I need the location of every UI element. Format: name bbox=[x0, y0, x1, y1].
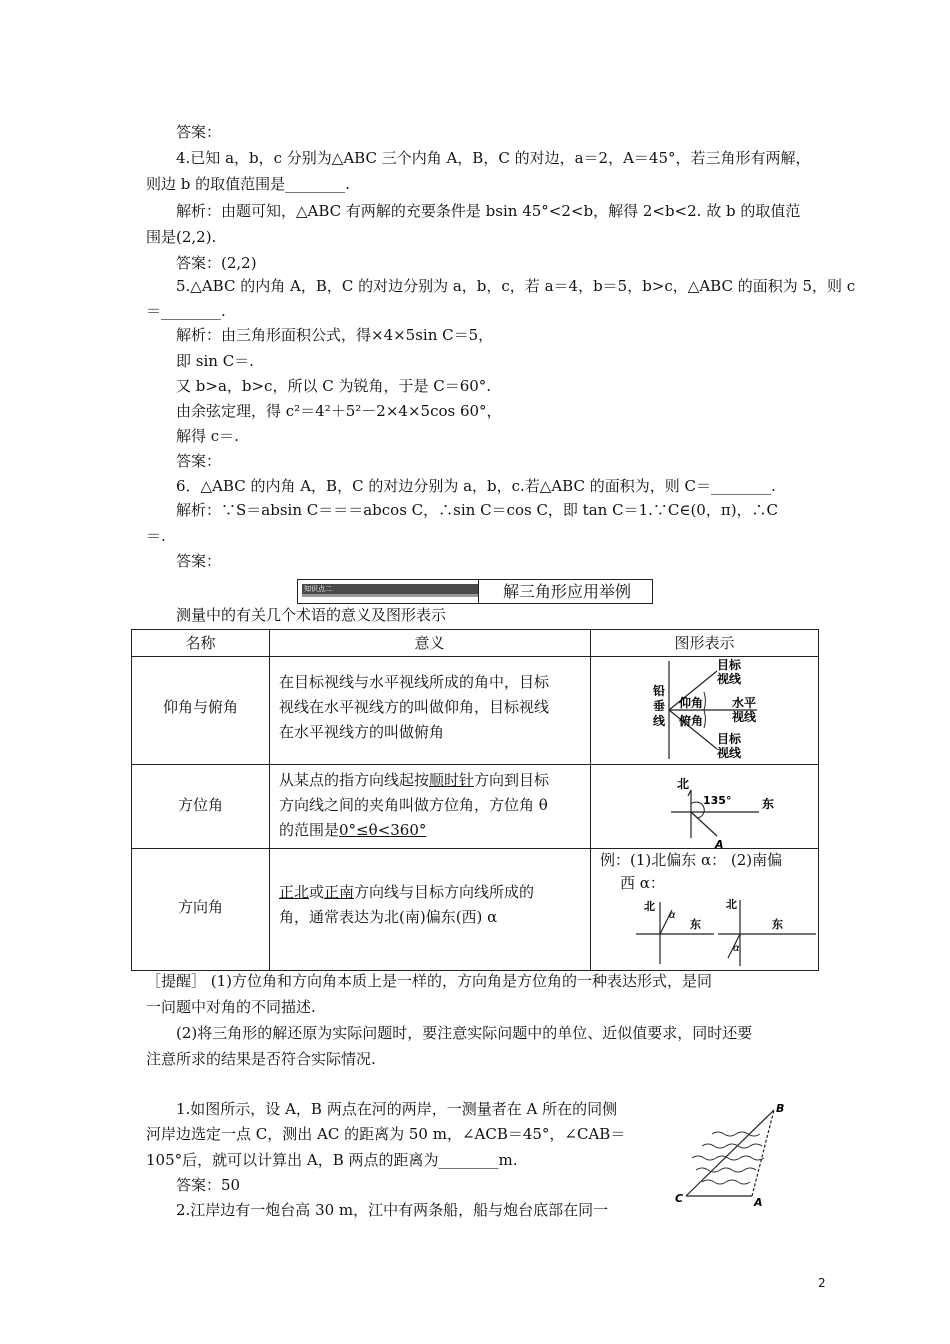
header-name: 名称 bbox=[185, 634, 216, 652]
note-1-line1: ［提醒］ (1)方位角和方向角本质上是一样的，方向角是方位角的一种表达形式，是同 bbox=[146, 972, 713, 990]
table-intro: 测量中的有关几个术语的意义及图形表示 bbox=[176, 606, 447, 624]
svg-text:东: 东 bbox=[772, 918, 783, 931]
elevation-depression-figure bbox=[632, 657, 792, 763]
problem-5-line1: 5.△ABC 的内角 A，B，C 的对边分别为 a，b，c，若 a＝4，b＝5，b>c，△ABC 的面积为 5，则 c bbox=[176, 277, 856, 295]
river-figure bbox=[672, 1100, 802, 1208]
svg-text:B: B bbox=[776, 1102, 785, 1115]
svg-text:水平: 水平 bbox=[732, 696, 757, 710]
page-number: 2 bbox=[818, 1276, 826, 1290]
direction-angle-figure bbox=[632, 896, 818, 970]
svg-text:目标: 目标 bbox=[717, 732, 742, 746]
solution-5-line3: 又 b>a，b>c，所以 C 为锐角，于是 C＝60°. bbox=[176, 377, 492, 395]
section-tag-label: 知识点二 bbox=[302, 584, 478, 594]
svg-text:北: 北 bbox=[677, 777, 690, 791]
solution-6-line2: ＝. bbox=[146, 527, 166, 545]
row3-meaning: 正北或正南方向线与目标方向线所成的 角，通常表达为北(南)偏东(西) α bbox=[279, 883, 535, 926]
svg-text:视线: 视线 bbox=[717, 746, 742, 760]
row3-name: 方向角 bbox=[177, 898, 223, 916]
svg-text:C: C bbox=[675, 1192, 684, 1205]
header-meaning: 意义 bbox=[414, 634, 445, 652]
solution-5-line2: 即 sin C＝. bbox=[176, 352, 254, 370]
note-2-line2: 注意所求的结果是否符合实际情况. bbox=[146, 1050, 376, 1068]
svg-text:东: 东 bbox=[762, 797, 775, 811]
solution-5-line4: 由余弦定理，得 c²＝4²＋5²－2×4×5cos 60°， bbox=[176, 402, 502, 420]
problem-5-line2: ＝________. bbox=[146, 302, 226, 320]
svg-text:α: α bbox=[733, 943, 740, 954]
row3-example: 例：(1)北偏东 α： (2)南偏 西 α： bbox=[600, 851, 783, 892]
azimuth-figure bbox=[667, 764, 807, 848]
problem-4-line1: 4.已知 a，b，c 分别为△ABC 三个内角 A，B，C 的对边，a＝2，A＝45°，若三角形有两解， bbox=[176, 149, 811, 167]
section-divider bbox=[478, 580, 479, 603]
row1-name: 仰角与俯角 bbox=[162, 698, 238, 716]
terms-table bbox=[131, 629, 819, 971]
answer-4: 答案：(2,2) bbox=[176, 254, 257, 272]
answer-6: 答案： bbox=[176, 552, 222, 570]
svg-text:A: A bbox=[754, 1196, 763, 1208]
svg-text:铅: 铅 bbox=[653, 684, 666, 698]
section-header bbox=[297, 579, 653, 604]
svg-text:垂: 垂 bbox=[653, 699, 666, 713]
section-title: 解三角形应用举例 bbox=[503, 582, 632, 601]
svg-text:视线: 视线 bbox=[732, 710, 757, 724]
svg-text:视线: 视线 bbox=[717, 672, 742, 686]
note-2-line1: (2)将三角形的解还原为实际问题时，要注意实际问题中的单位、近似值要求，同时还要 bbox=[176, 1024, 753, 1042]
solution-5-line5: 解得 c＝. bbox=[176, 427, 239, 445]
problem-6: 6．△ABC 的内角 A，B，C 的对边分别为 a，b，c.若△ABC 的面积为，则 C＝________. bbox=[176, 477, 776, 495]
svg-text:线: 线 bbox=[653, 714, 666, 728]
answer-5: 答案： bbox=[176, 452, 222, 470]
svg-text:东: 东 bbox=[690, 918, 701, 931]
svg-text:135°: 135° bbox=[703, 794, 732, 807]
exercise-1-line3: 105°后，就可以计算出 A，B 两点的距离为________m. bbox=[146, 1151, 518, 1169]
svg-text:北: 北 bbox=[726, 898, 737, 911]
svg-text:A: A bbox=[715, 838, 724, 848]
solution-4-line2: 围是(2,2). bbox=[146, 228, 217, 246]
svg-text:俯角: 俯角 bbox=[679, 714, 704, 728]
solution-5-line1: 解析：由三角形面积公式，得×4×5sin C＝5， bbox=[176, 326, 494, 344]
section-tag-bar bbox=[302, 594, 478, 597]
svg-text:北: 北 bbox=[644, 900, 655, 913]
exercise-2-line1: 2.江岸边有一炮台高 30 m，江中有两条船，船与炮台底部在同一 bbox=[176, 1201, 609, 1219]
exercise-1-line1: 1.如图所示，设 A，B 两点在河的两岸，一测量者在 A 所在的同侧 bbox=[176, 1100, 618, 1118]
exercise-1-line2: 河岸边选定一点 C，测出 AC 的距离为 50 m，∠ACB＝45°，∠CAB＝ bbox=[146, 1125, 626, 1143]
row1-meaning: 在目标视线与水平视线所成的角中，目标 视线在水平视线方的叫做仰角，目标视线 在水平视线方的叫做俯角 bbox=[279, 673, 550, 741]
header-figure: 图形表示 bbox=[674, 634, 735, 652]
note-1-line2: 一问题中对角的不同描述. bbox=[146, 998, 316, 1016]
row2-name: 方位角 bbox=[177, 796, 223, 814]
solution-6-line1: 解析：∵S＝absin C＝＝＝abcos C，∴sin C＝cos C，即 tan C＝1.∵C∈(0，π)，∴C bbox=[176, 501, 779, 519]
svg-text:目标: 目标 bbox=[717, 658, 742, 672]
svg-text:仰角: 仰角 bbox=[679, 696, 704, 710]
svg-text:α: α bbox=[669, 910, 676, 921]
answer-label: 答案： bbox=[176, 123, 222, 141]
solution-4-line1: 解析：由题可知，△ABC 有两解的充要条件是 bsin 45°<2<b，解得 2<b<2. 故 b 的取值范 bbox=[176, 202, 801, 220]
exercise-1-answer: 答案：50 bbox=[176, 1176, 241, 1194]
problem-4-line2: 则边 b 的取值范围是________. bbox=[146, 175, 350, 193]
row2-meaning: 从某点的指方向线起按顺时针方向到目标 方向线之间的夹角叫做方位角，方位角 θ 的范围是0°≤θ<360° bbox=[279, 771, 550, 839]
